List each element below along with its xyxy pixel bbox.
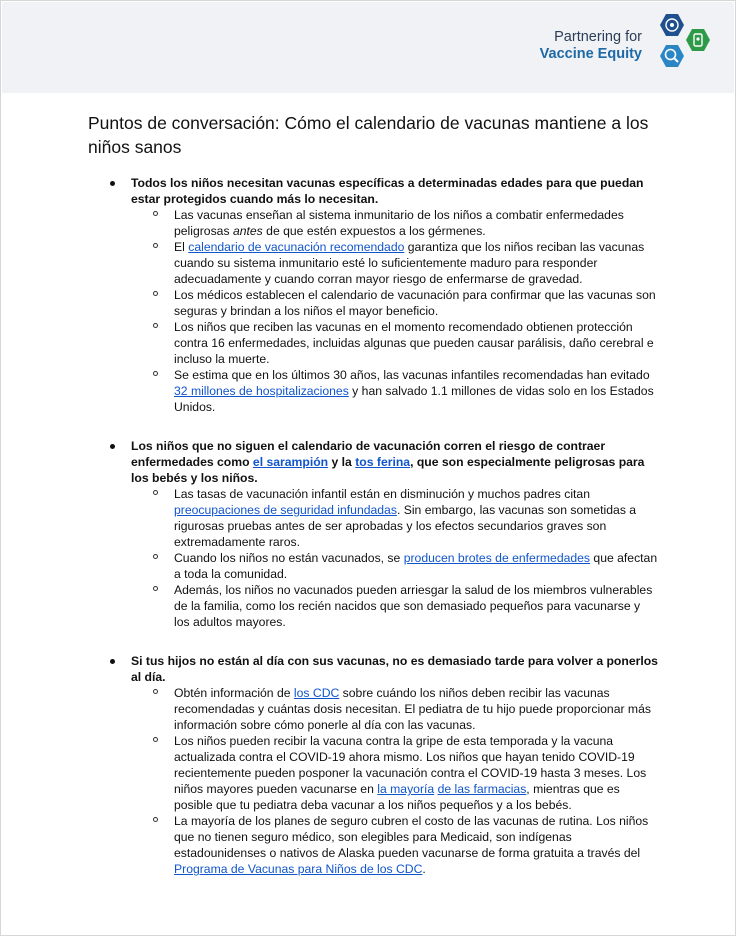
link-measles[interactable]: el sarampión	[252, 455, 329, 470]
text-span: . Sin embargo, las vacunas son sometidas a rigurosas pruebas antes de ser aprobadas y los efectos secundarios graves son extremadamente raros.	[174, 503, 637, 550]
header-band	[2, 2, 734, 93]
list-item	[131, 319, 658, 367]
list-item	[131, 287, 658, 319]
link-vfc-program[interactable]: Programa de Vacunas para Niños de los CDC	[174, 862, 423, 877]
list-item	[131, 239, 658, 287]
section-3-title	[131, 653, 658, 685]
page-title: Puntos de conversación: Cómo el calendario de vacunas mantiene a los niños sanos	[88, 113, 649, 158]
text-span: sobre cuándo los niños deben recibir las vacunas recomendadas y cuántas dosis necesitan. El pediatra de tu hijo puede proporcionar más información sobre cómo ponerle al día con las vacunas.	[174, 686, 651, 733]
link-outbreaks[interactable]: producen brotes de enfermedades	[403, 551, 591, 566]
text-span: Todos los niños necesitan vacunas específicas a determinadas edades para que puedan estar protegidos cuando más lo necesitan.	[131, 176, 644, 207]
list-item	[131, 486, 658, 550]
section-2-items	[131, 486, 658, 630]
brand-line-2: Vaccine Equity	[539, 46, 642, 62]
brand-text	[540, 29, 642, 62]
link-whooping-cough[interactable]: tos ferina	[355, 455, 411, 470]
list-item	[131, 367, 658, 415]
section-1-title	[131, 175, 658, 207]
list-item	[131, 207, 658, 239]
text-span: Obtén información de	[174, 686, 294, 701]
text-span: Los niños pueden recibir la vacuna contra la gripe de esta temporada y la vacuna actualizada contra el COVID-19 ahora mismo. Los niños que hayan tenido COVID-19 recientemente pueden posponer la vacunación contra el COVID-19 hasta 3 meses. Los niños mayores pueden vacunarse en	[174, 734, 647, 797]
link-cdc[interactable]: los CDC	[293, 686, 340, 701]
text-span: , mientras que es posible que tu pediatra deba vacunar a los niños pequeños y a los bebés.	[174, 782, 620, 813]
list-item	[131, 733, 658, 813]
text-span: Además, los niños no vacunados pueden arriesgar la salud de los miembros vulnerables de la familia, como los recién nacidos que son demasiado pequeños para vacunarse y los adultos mayores.	[174, 583, 653, 630]
list-item	[131, 550, 658, 582]
text-span: , que son especialmente peligrosas para los bebés y los niños.	[131, 455, 645, 486]
list-item	[131, 813, 658, 877]
text-span: El	[174, 240, 189, 255]
talking-points-list	[88, 175, 658, 877]
text-span: y la	[328, 455, 356, 470]
brand-line-1: Partnering for	[554, 29, 642, 46]
text-span: Las vacunas enseñan al sistema inmunitario de los niños a combatir enfermedades peligrosas	[174, 208, 624, 239]
text-span: Cuando los niños no están vacunados, se	[174, 551, 404, 566]
section-1	[88, 175, 658, 415]
text-span: La mayoría de los planes de seguro cubren el costo de las vacunas de rutina. Los niños que no tienen seguro médico, son elegibles para Medicaid, son indígenas estadounidenses o nativos de Alaska pueden vacunarse de forma gratuita a través del	[174, 814, 649, 861]
link-most[interactable]: la mayoría	[377, 782, 435, 797]
text-span: Los niños que reciben las vacunas en el momento recomendado obtienen protección contra 16 enfermedades, incluidas algunas que pueden causar parálisis, daño cerebral e incluso la muerte.	[174, 320, 654, 367]
link-recommended-schedule[interactable]: calendario de vacunación recomendado	[188, 240, 405, 255]
document-body	[88, 111, 658, 900]
list-item	[131, 582, 658, 630]
section-2-title	[131, 438, 658, 486]
text-span: que afectan a toda la comunidad.	[174, 551, 658, 582]
section-2	[88, 438, 658, 630]
section-3	[88, 653, 658, 877]
text-span: garantiza que los niños reciban las vacunas cuando su sistema inmunitario esté lo suficientemente maduro para responder adecuadamente y cuando corran mayor riesgo de enfermarse de gravedad.	[174, 240, 645, 287]
text-span: y han salvado 1.1 millones de vidas solo en los Estados Unidos.	[174, 384, 654, 415]
link-pharmacies[interactable]: de las farmacias	[437, 782, 527, 797]
text-span: Los niños que no siguen el calendario de vacunación corren el riesgo de contraer enfermedades como	[131, 439, 606, 470]
section-1-items	[131, 207, 658, 415]
section-3-items	[131, 685, 658, 877]
text-span: Se estima que en los últimos 30 años, las vacunas infantiles recomendadas han evitado	[174, 368, 650, 383]
link-hospitalizations[interactable]: 32 millones de hospitalizaciones	[174, 384, 349, 399]
list-item	[131, 685, 658, 733]
text-span: de que estén expuestos a los gérmenes.	[262, 224, 486, 239]
emphasis-text: antes	[232, 224, 263, 239]
text-span: Las tasas de vacunación infantil están en disminución y muchos padres citan	[174, 487, 590, 502]
text-span: Si tus hijos no están al día con sus vacunas, no es demasiado tarde para volver a ponerlos al día.	[131, 654, 658, 685]
vaccine-hexagons-icon	[648, 12, 716, 80]
text-span: Los médicos establecen el calendario de vacunación para confirmar que las vacunas son seguras y brindan a los niños el mayor beneficio.	[174, 288, 656, 319]
link-safety-concerns[interactable]: preocupaciones de seguridad infundadas	[174, 503, 397, 518]
text-span: .	[422, 862, 426, 877]
brand-logo	[540, 12, 716, 80]
